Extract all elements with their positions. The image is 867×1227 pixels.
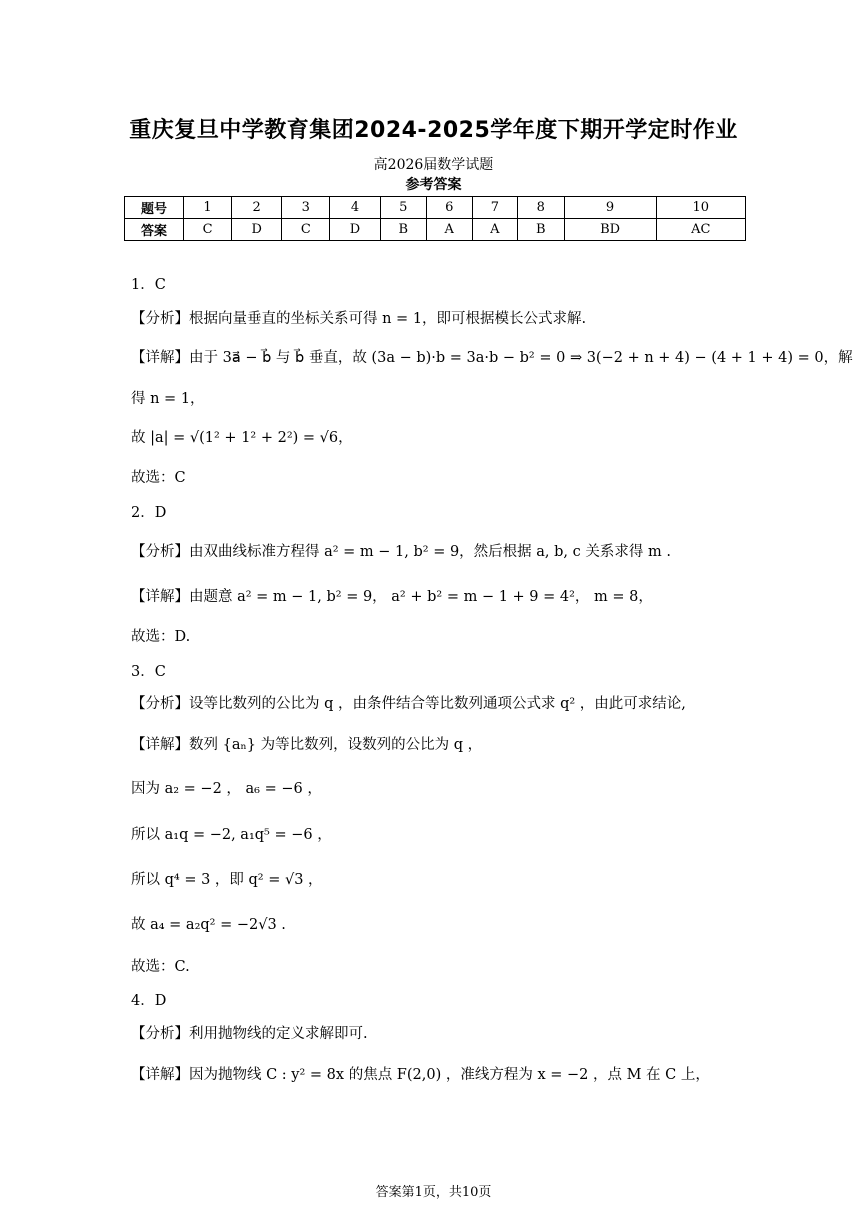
question-number: 8	[518, 197, 564, 219]
question-heading: 4．D	[131, 993, 167, 1009]
solution-line: 【详解】由题意 a² = m − 1, b² = 9， a² + b² = m − 1 + 9 = 4²， m = 8，	[131, 589, 653, 605]
solution-line: 所以 a₁q = −2, a₁q⁵ = −6 ，	[131, 827, 332, 843]
answer-cell: D	[232, 219, 282, 241]
answer-cell: BD	[564, 219, 656, 241]
analysis-line: 【分析】由双曲线标准方程得 a² = m − 1, b² = 9，然后根据 a, b, c 关系求得 m .	[131, 544, 671, 560]
question-number: 1	[184, 197, 232, 219]
question-number: 5	[380, 197, 426, 219]
solution-line: 所以 q⁴ = 3 ，即 q² = √3 ，	[131, 872, 323, 888]
solution-line: 故 a₄ = a₂q² = −2√3 .	[131, 917, 286, 933]
answer-cell: C	[282, 219, 330, 241]
page-footer: 答案第1页，共10页	[375, 1185, 492, 1200]
answer-heading: 参考答案	[405, 177, 462, 193]
question-number: 7	[472, 197, 518, 219]
solution-line: 【详解】因为抛物线 C : y² = 8x 的焦点 F(2,0) ，准线方程为 x = −2 ，点 M 在 C 上，	[131, 1067, 710, 1083]
analysis-line: 【分析】根据向量垂直的坐标关系可得 n = 1，即可根据模长公式求解.	[131, 311, 587, 327]
choice-line: 故选：C	[131, 470, 186, 486]
answer-table-row-answers	[125, 219, 746, 241]
question-heading: 2．D	[131, 505, 167, 521]
question-number: 6	[426, 197, 472, 219]
question-number: 4	[330, 197, 380, 219]
question-heading: 3．C	[131, 664, 166, 680]
answer-cell: A	[472, 219, 518, 241]
solution-line: 【详解】由于 3a⃗ − b⃗ 与 b⃗ 垂直，故 (3a − b)·b = 3a·b − b² = 0 ⇒ 3(−2 + n + 4) − (4 + 1 + 4) = 0，解	[131, 350, 853, 366]
choice-line: 故选：D.	[131, 629, 191, 645]
answer-cell: C	[184, 219, 232, 241]
answer-cell: AC	[656, 219, 745, 241]
document-title: 重庆复旦中学教育集团2024-2025学年度下期开学定时作业	[129, 118, 738, 143]
question-number: 2	[232, 197, 282, 219]
document-subtitle: 高2026届数学试题	[373, 157, 494, 173]
solution-line: 故 |a| = √(1² + 1² + 2²) = √6，	[131, 430, 353, 446]
choice-line: 故选：C.	[131, 959, 190, 975]
analysis-line: 【分析】设等比数列的公比为 q ，由条件结合等比数列通项公式求 q² ，由此可求结论,	[131, 696, 686, 712]
solution-line: 得 n = 1，	[131, 391, 205, 407]
row-label-answer: 答案	[125, 219, 184, 241]
analysis-line: 【分析】利用抛物线的定义求解即可.	[131, 1026, 368, 1042]
row-label-question: 题号	[125, 197, 184, 219]
solution-line: 因为 a₂ = −2 ， a₆ = −6 ，	[131, 781, 322, 797]
question-number: 3	[282, 197, 330, 219]
answer-cell: A	[426, 219, 472, 241]
answer-table	[124, 196, 746, 241]
answer-cell: B	[380, 219, 426, 241]
answer-cell: B	[518, 219, 564, 241]
answer-table-row-numbers	[125, 197, 746, 219]
answer-cell: D	[330, 219, 380, 241]
question-heading: 1．C	[131, 277, 166, 293]
solution-line: 【详解】数列 {aₙ} 为等比数列，设数列的公比为 q ，	[131, 737, 483, 753]
question-number: 10	[656, 197, 745, 219]
question-number: 9	[564, 197, 656, 219]
